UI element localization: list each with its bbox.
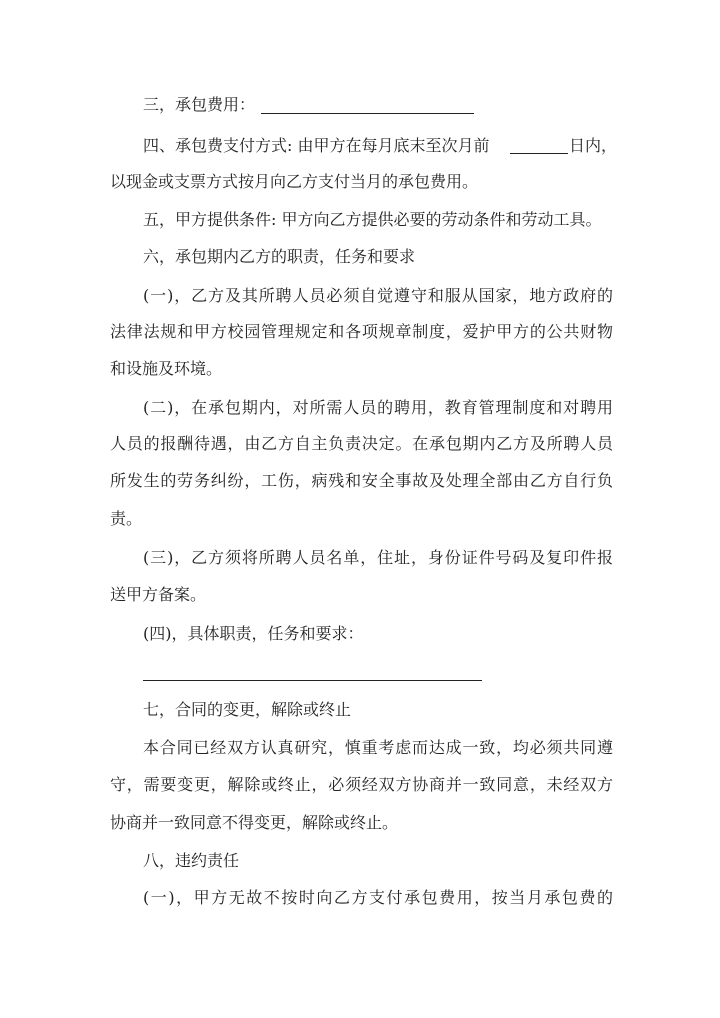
clause-6-1-line-1: (一)，乙方及其所聘人员必须自觉遵守和服从国家，地方政府的 (143, 286, 613, 305)
clause-6-2-line-2: 人员的报酬待遇，由乙方自主负责决定。在承包期内乙方及所聘人员 (110, 434, 613, 453)
clause-7-line-1: 本合同已经双方认真研究，慎重考虑而达成一致，均必须共同遵 (143, 738, 613, 757)
clause-5-conditions: 五，甲方提供条件: 甲方向乙方提供必要的劳动条件和劳动工具。 (143, 210, 602, 229)
clause-6-3-line-1: (三)，乙方须将所聘人员名单，住址，身份证件号码及复印件报 (143, 548, 613, 567)
clause-6-1-line-2: 法律法规和甲方校园管理规定和各项规章制度，爱护甲方的公共财物 (110, 322, 613, 341)
clause-7-heading: 七，合同的变更，解除或终止 (143, 700, 352, 719)
clause-6-2-line-3: 所发生的劳务纠纷，工伤，病残和安全事故及处理全部由乙方自行负 (110, 471, 613, 490)
clause-4-continued: 以现金或支票方式按月向乙方支付当月的承包费用。 (110, 172, 479, 191)
clause-7-line-2: 守，需要变更，解除或终止，必须经双方协商并一致同意，未经双方 (110, 775, 613, 794)
clause-6-3-line-2: 送甲方备案。 (110, 585, 207, 604)
clause-6-2-line-1: (二)，在承包期内，对所需人员的聘用，教育管理制度和对聘用 (143, 398, 613, 417)
clause-7-line-3: 协商并一致同意不得变更，解除或终止。 (110, 813, 399, 832)
clause-3-fee: 三，承包费用： (143, 95, 256, 114)
clause-6-2-line-4: 责。 (110, 509, 143, 528)
clause-8-1-line-1: (一)，甲方无故不按时向乙方支付承包费用，按当月承包费的 (143, 888, 613, 907)
duties-blank-line (143, 680, 482, 681)
fee-blank-line (261, 113, 474, 114)
clause-6-heading: 六，承包期内乙方的职责，任务和要求 (143, 247, 416, 266)
clause-6-4-heading: (四)，具体职责，任务和要求： (143, 624, 364, 643)
payment-day-blank (510, 153, 568, 154)
clause-6-1-line-3: 和设施及环境。 (110, 359, 223, 378)
clause-8-heading: 八，违约责任 (143, 851, 240, 870)
clause-4-payment-end: 日内， (569, 136, 618, 155)
clause-4-payment: 四、承包费支付方式: 由甲方在每月底末至次月前 (143, 136, 490, 155)
